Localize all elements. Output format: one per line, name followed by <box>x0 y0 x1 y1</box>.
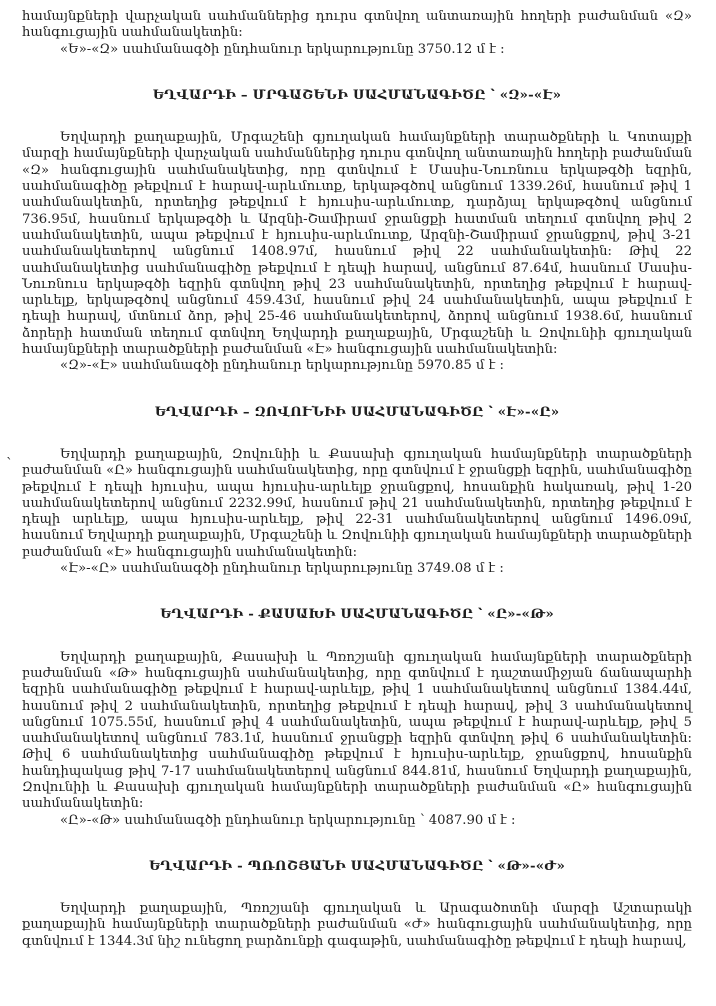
boundary-section-kasakh <box>22 606 692 829</box>
section-heading: ԵՂՎԱՐԴԻ – ԶՈՎՈՒՆԻԻ ՍԱՀՄԱՆԱԳԻԾԸ ՝ «Է»-«Ը» <box>154 403 560 420</box>
section-body: Եղվարդի քաղաքային, Քասախի և Պռոշյանի գյուղական համայնքների տարածքների բաժանման «Թ» հանգուցային սահմանակետից, որը գտնվում է դաշտամիջյան ճանապարհի եզրին սահմանագիծը թեքվում է հարավ-արևելք, թիվ 1 սահմանակետով անցնում 1384.44մ, հասնում թիվ 2 սահմանակետին, որտեղից թեքվում է դեպի հարավ, թիվ 3 սահմանակետով անցնում 1075.55մ, հասնում թիվ 4 սահմանակետին, ապա թեքվում է հարավ-արևելք, թիվ 5 սահմանակետով անցնում 783.1մ, հասնում ջրանցքի եզրին գտնվող թիվ 6 սահմանակետին: Թիվ 6 սահմանակետից սահմանագիծը թեքվում է հյուսիս-արևելք, ջրանցքով, հոսանքին հանդիպակաց թիվ 7-17 սահմանակետերով անցնում 844.81մ, հասնում Եղվարդի քաղաքային, Զովունիի և Քասախի գյուղական համայնքների տարածքների բաժանման «Ը» հանգուցային սահմանակետին: <box>22 649 692 812</box>
boundary-length-line: «Է»-«Ը» սահմանագծի ընդհանուր երկարությունը 3749.08 մ է : <box>60 561 504 577</box>
boundary-section-proshyan <box>22 858 692 950</box>
section-body: Եղվարդի քաղաքային, Պռոշյանի գյուղական և Արագածոտնի մարզի Աշտարակի քաղաքային համայնքների տարածքների բաժանման «Ժ» հանգուցային սահմանակետից, որը գտնվում է 1344.3մ նիշ ունեցող բարձունքի գագաթին, սահմանագիծը թեքվում է դեպի հարավ, <box>22 901 692 949</box>
boundary-section-zovuni <box>22 404 692 578</box>
section-heading: ԵՂՎԱՐԴԻ - ՔԱՍԱԽԻ ՍԱՀՄԱՆԱԳԻԾԸ ՝ «Ը»-«Թ» <box>160 606 554 623</box>
boundary-length-line: «Ե»-«Զ» սահմանագծի ընդհանուր երկարությունը 3750.12 մ է : <box>60 41 505 57</box>
section-heading: ԵՂՎԱՐԴԻ – ՄՐԳԱՇԵՆԻ ՍԱՀՄԱՆԱԳԻԾԸ ՝ «Զ»-«Է» <box>152 86 562 103</box>
section-heading: ԵՂՎԱՐԴԻ - ՊՌՈՇՅԱՆԻ ՍԱՀՄԱՆԱԳԻԾԸ ՝ «Թ»-«Ժ» <box>148 857 566 874</box>
boundary-length-line: «Ը»-«Թ» սահմանագծի ընդհանուր երկարությունը ՝ 4087.90 մ է : <box>60 812 516 828</box>
boundary-section-mrgashen <box>22 87 692 375</box>
section-body: Եղվարդի քաղաքային, Զովունիի և Քասախի գյուղական համայնքների տարածքների բաժանման «Ը» հանգուցային սահմանակետից, որը գտնվում է ջրանցքի եզրին, սահմանագիծը թեքվում է դեպի հյուսիս, ապա հյուսիս-արևելք ջրանցքով, հոսանքին հակառակ, թիվ 1-20 սահմանակետերով անցնում 2232.99մ, հասնում թիվ 21 սահմանակետին, որտեղից թեքվում է դեպի արևելք, ապա հյուսիս-արևելք, թիվ 22-31 սահմանակետերով անցնում 1496.09մ, հասնում Եղվարդի քաղաքային, Մրգաշենի և Զովունիի գյուղական համայնքների տարածքների բաժանման «Է» հանգուցային սահմանակետին: <box>22 446 692 560</box>
continued-paragraph: համայնքների վարչական սահմաններից դուրս գտնվող անտառային հողերի բաժանման «Զ» հանգուցային սահմանակետին: <box>22 9 692 41</box>
boundary-length-line: «Զ»-«Է» սահմանագծի ընդհանուր երկարությունը 5970.85 մ է : <box>60 358 504 374</box>
section-body: Եղվարդի քաղաքային, Մրգաշենի գյուղական համայնքների տարածքների և Կոտայքի մարզի համայնքների վարչական սահմաններից դուրս գտնվող անտառային հողերի բաժանման «Զ» հանգուցային սահմանակետից, որը գտնվում է Մասիս-Նուռնուս երկաթգծի եզրին, սահմանագիծը թեքվում է հարավ-արևմուտք, երկաթգծով անցնում 1339.26մ, հասնում թիվ 1 սահմանակետին, որտեղից թեքվում է հյուսիս-արևմուտք, դարձյալ երկաթգծով անցնում 736.95մ, հասնում երկաթգծի և Արզնի-Շամիրամ ջրանցքի հատման տեղում գտնվող թիվ 2 սահմանակետին, ապա թեքվում է հյուսիս-արևմուտք, Արզնի-Շամիրամ ջրանցքով, թիվ 3-21 սահմանակետերով անցնում 1408.97մ, հասնում թիվ 22 սահմանակետին: Թիվ 22 սահմանակետից սահմանագիծը թեքվում է դեպի հարավ, անցնում 87.64մ, հասնում Մասիս-Նուռնուս երկաթգծի եզրին գտնվող թիվ 23 սահմանակետին, որտեղից թեքվում է հարավ-արևելք, երկաթգծով անցնում 459.43մ, հասնում թիվ 24 սահմանակետին, ապա թեքվում է դեպի հարավ, մտնում ձոր, թիվ 25-46 սահմանակետերով, ձորով անցնում 1938.6մ, հասնում ձորերի հատման տեղում գտնվող Եղվարդի քաղաքային, Մրգաշենի և Զովունիի գյուղական համայնքների տարածքների բաժանման «Է» հանգուցային սահմանակետին: <box>22 130 692 358</box>
margin-stray-mark: ` <box>6 456 13 472</box>
